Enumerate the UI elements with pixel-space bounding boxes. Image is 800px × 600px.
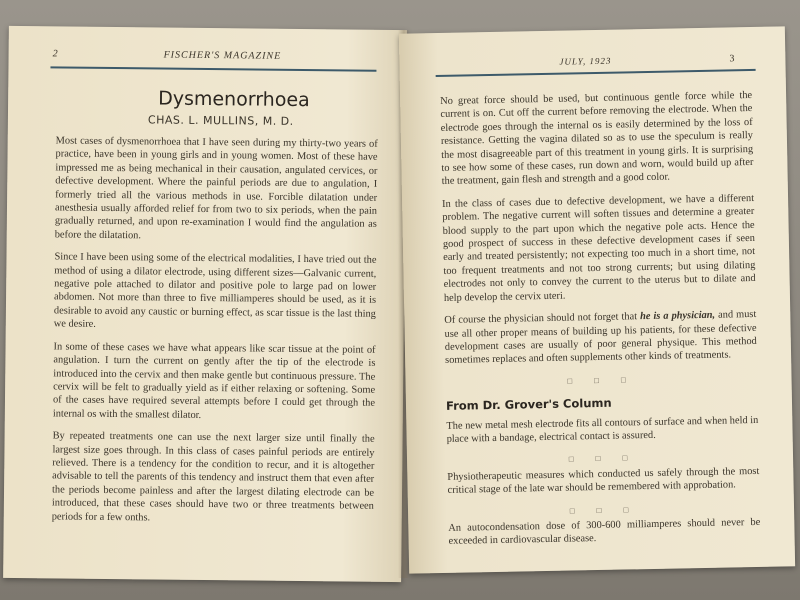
column-item: The new metal mesh electrode fits all contours of surface and when held in place with a bandage, electrical contact is assured. [446, 414, 759, 445]
column-item: Physiotherapeutic measures which conducted us safely through the most critical stage of the late war should be remembered with approbation. [447, 465, 760, 497]
header-rule [50, 66, 376, 71]
paragraph: No great force should be used, but continuous gentle force while the current is on. Cut off the current before removing the electrode. When the electrode goes through the internal os is easily determined by the loss of resistance. Getting the vagina dilated so as to use the speculum is really the most disagreeable part of this treatment in young girls. It is surprising to see how some of these cases, run down and worn, would build up after the treatment, gain flesh and strength and a good color. [440, 89, 754, 188]
paragraph: In the class of cases due to defective development, we have a different problem. The negative current will soften tissues and determine a greater blood supply to the part upon which the negative pole acts. Hence the good prospect of success in these defective development cases if seen early and treated persistently; not expecting too much in a short time, not too frequent treatments and not too strong currents; but using dilating electrodes not only to convey the current to the uterus but to dilate and help develop the cervix uteri. [442, 192, 756, 304]
item-separator: □ □ □ [568, 453, 638, 464]
closing-text-start: Of course the physician should not forget that [444, 311, 641, 327]
left-page [3, 26, 407, 582]
article-body [52, 134, 378, 535]
article-body-continued [440, 89, 761, 558]
closing-text-end: and must use all other proper means of building up his patients, for these defective development cases are usually of poor general physique. This method sometimes replaces and often supplements other kinds of treatments. [444, 309, 757, 367]
issue-date: JULY, 1923 [559, 55, 612, 67]
article-title: Dysmenorrhoea [158, 87, 310, 112]
page-number: 2 [52, 48, 58, 60]
byline: CHAS. L. MULLINS, M. D. [147, 113, 294, 128]
page-number: 3 [729, 53, 735, 65]
header-rule [436, 69, 756, 77]
section-heading: From Dr. Grover's Column [445, 395, 612, 414]
section-separator: □ □ □ [567, 374, 636, 386]
paragraph: Since I have been using some of the electrical modalities, I have tried out the method of using a dilator electrode, using different sizes—Galvanic current, negative pole attached to dilator and positive pole to large pad on lower abdomen. Not more than three to five milliamperes should be used, as it is desirable to avoid any caustic or burning effect, as scar tissue is the last thing we desire. [53, 251, 377, 331]
column-item: An autocondensation dose of 300-600 milliamperes should never be exceeded in cardiovascular disease. [448, 516, 761, 548]
running-head-title: FISCHER'S MAGAZINE [163, 49, 282, 62]
item-separator: □ □ □ [569, 504, 639, 516]
closing-paragraph [444, 308, 757, 368]
closing-emphasis: he is a physician, [639, 309, 716, 323]
paragraph: In some of these cases we have what appears like scar tissue at the point of angulation. I turn the current on gently after the tip of the electrode is introduced into the cervix and then make gentle but continuous pressure. The cervix will be felt to gradually yield as if either relaxing or softening. Some of the cases have required several attempts before I could get through the internal os with the smallest dilator. [52, 341, 376, 421]
paragraph: Most cases of dysmenorrhoea that I have seen during my thirty-two years of practice, have been in young girls and in young women. Most of these have impressed me as being mechanical in their causation, angulated cervices, or defective development. Where the painful periods are due to angulation, I formerly tried all the various methods in use. Forcible dilatation under anesthesia usually afforded relief for from two to six periods, when the pain gradually returned, and upon re-examination I would find the angulation as before the dilatation. [54, 135, 378, 242]
right-page [399, 26, 795, 573]
paragraph: By repeated treatments one can use the next larger size until finally the largest size goes through. In this class of cases painful periods are entirely relieved. There is a tendency for the condition to recur, and it is altogether advisable to tell the parents of this tendency and instruct them that even after the periods become painless and after the largest dilating electrode can be introduced, that these cases should have two or three treatments between periods for a few onths. [51, 430, 375, 523]
